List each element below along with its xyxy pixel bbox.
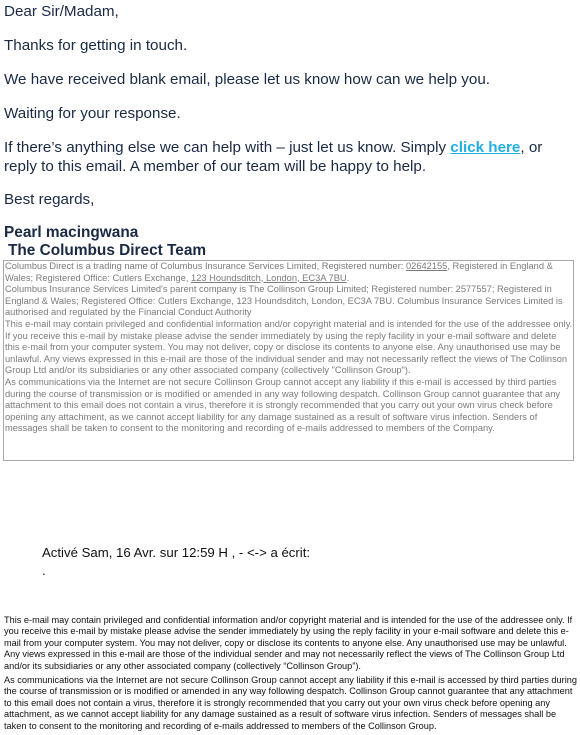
office-address-link[interactable]: 123 Houndsditch, London, EC3A 7BU (191, 272, 347, 283)
disclaimer-parent-company: Columbus Insurance Services Limited's parent company is The Collinson Group Limited; Registered number: 2577557; Registered in England & Wales; Registered Office: Cutlers Exchange, 123 Houndsditch, London, EC3A 7BU. Columbus Insurance Services Limited is authorised and regulated by the Financial Conduct Authority (5, 284, 563, 318)
waiting-line: Waiting for your response. (4, 105, 181, 122)
click-here-link[interactable]: click here (450, 139, 521, 156)
blank-email-notice: We have received blank email, please let us know how can we help you. (4, 71, 490, 88)
disclaimer-company-info (5, 261, 573, 284)
quoted-dot: . (42, 563, 46, 578)
footer-paragraph-1: This e-mail may contain privileged and confidential information and/or copyright material and is intended for the use of the addressee only. If you receive this e-mail by mistake please advise the sender immediately by using the reply facility in your e-mail software and delete this e-mail from your computer system. You may not deliver, copy or disclose its contents to anyone else. Any unauthorised use may be unlawful. Any views expressed in this e-mail are those of the individual sender and may not necessarily reflect the views of The Collinson Group Ltd and/or its subsidiaries or any other associated company (collectively “Collinson Group”). (4, 615, 573, 671)
help-suffix: , or reply to this email. A member of our team will be happy to help. (4, 139, 543, 175)
thanks-line: Thanks for getting in touch. (4, 37, 188, 54)
greeting: Dear Sir/Madam, (4, 3, 119, 20)
registration-number-link[interactable]: 02642155 (405, 261, 448, 271)
signature-name: Pearl macingwana (4, 224, 139, 241)
closing: Best regards, (4, 191, 95, 208)
signature-team: The Columbus Direct Team (8, 242, 207, 259)
disclaimer-security: As communications via the Internet are not secure Collinson Group cannot accept any liability if this e-mail is accessed by third parties during the course of transmission or is modified or amended in any way following despatch. Collinson Group cannot guarantee that any attachment to this email does not contain a virus, therefore it is strongly recommended that you carry out your own virus check before opening any attachment, as we cannot accept liability for any damage sustained as a result of software virus infection. Senders of messages shall be taken to consent to the monitoring and recording of e-mails addressed to members of the Company. (5, 376, 561, 434)
disclaimer-box (3, 260, 574, 461)
help-prefix: If there’s anything else we can help with – just let us know. Simply (4, 139, 451, 156)
quoted-reply-header: Activé Sam, 16 Avr. sur 12:59 H , - <-> a écrit: (42, 545, 311, 560)
company-info-text: Columbus Direct is a trading name of Columbus Insurance Services Limited, Registered number: (5, 261, 406, 271)
footer-paragraph-2: As communications via the Internet are not secure Collinson Group cannot accept any liability if this e-mail is accessed by third parties during the course of transmission or is modified or amended in any way following despatch. Collinson Group cannot guarantee that any attachment to this email does not contain a virus, therefore it is strongly recommended that you carry out your own virus check before opening any attachment, as we cannot accept liability for any damage sustained as a result of software virus infection. Senders of messages shall be taken to consent to the monitoring and recording of e-mails addressed to members of the Collinson Group. (4, 675, 577, 731)
company-info-end: . (346, 272, 350, 283)
company-info-text-2: , Registered in England & Wales; Registered Office: Cutlers Exchange, (5, 261, 553, 283)
footer-security (4, 675, 577, 732)
help-paragraph (4, 138, 576, 176)
disclaimer-confidentiality: This e-mail may contain privileged and confidential information and/or copyright material and is intended for the use of the addressee only. If you receive this e-mail by mistake please advise the sender immediately by using the reply facility in your e-mail software and delete this e-mail from your computer system. You may not deliver, copy or disclose its contents to anyone else. Any unauthorised use may be unlawful. Any views expressed in this e-mail are those of the individual sender and may not necessarily reflect the views of The Collinson Group Ltd and/or its subsidiaries or any other associated company (collectively "Collinson Group"). (5, 318, 573, 376)
footer-confidentiality (4, 615, 577, 672)
